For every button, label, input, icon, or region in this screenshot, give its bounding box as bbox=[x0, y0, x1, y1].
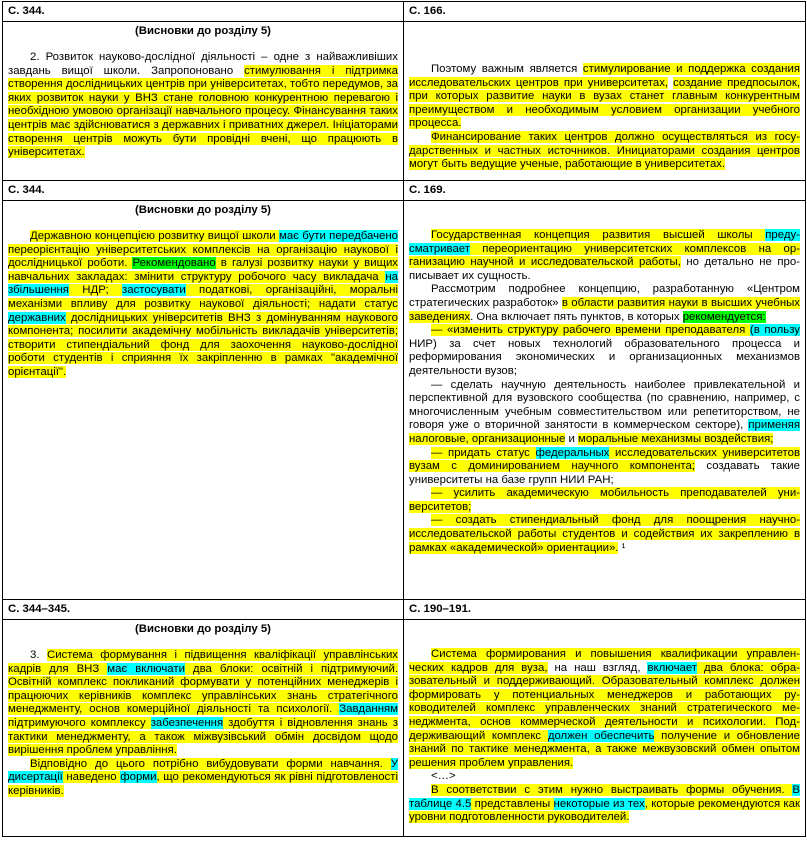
right-cell bbox=[404, 620, 806, 837]
highlight-cyan: В таблице 4.5 bbox=[409, 783, 800, 810]
highlight-yellow: переорієнтацію університетських комплексів на організацію наукової і дослідницької роботи. bbox=[8, 243, 398, 270]
paragraph bbox=[409, 514, 800, 555]
right-cell bbox=[404, 22, 806, 181]
content-row bbox=[3, 22, 806, 181]
highlight-cyan: форми bbox=[120, 771, 157, 784]
content-row bbox=[3, 201, 806, 600]
highlight-cyan: У дисертації bbox=[8, 757, 398, 784]
highlight-yellow: НДР; bbox=[68, 284, 123, 297]
highlight-yellow: стимулювання і підтримка створення дослідницьких центрів при університетах, bbox=[8, 64, 398, 91]
paragraph bbox=[8, 758, 398, 799]
highlight-yellow: наведено bbox=[62, 771, 121, 784]
highlight-green: Рекомендовано bbox=[132, 257, 216, 270]
text-run: Рассмотрим подробнее концепцию, разработанную «Центром стратегических разработок» bbox=[409, 283, 800, 309]
paragraph bbox=[409, 283, 800, 324]
right-page-ref: С. 190–191. bbox=[404, 600, 806, 620]
highlight-yellow: два блока: образовательный и поддерживающий. Образовательный комплекс должен формировать у потенциальных менеджеров и работающих руководителей комплекс управленческих знаний стратегического менеджмента, основ коммерческой деятельности и психологии. Поддерживающий комплекс bbox=[409, 661, 800, 742]
text-run: и bbox=[565, 432, 579, 445]
highlight-yellow: Государственная концепция развития высшей школы bbox=[431, 229, 766, 241]
highlight-green: рекомендуется: bbox=[682, 310, 766, 323]
highlight-yellow: Финансирование таких центров должно осуществляться из государственных и частных источников. Инициаторами создания центров могут быть ведущие ученые, работающие в университетах. bbox=[409, 130, 800, 171]
highlight-yellow: в галузі розвитку науки у вищих навчальних закладах: змінити структуру робочого часу викладача bbox=[8, 257, 398, 283]
section-title: (Висновки до розділу 5) bbox=[135, 204, 271, 216]
highlight-yellow: — придать статус bbox=[431, 446, 536, 459]
right-text bbox=[409, 648, 800, 825]
highlight-yellow: в области развития науки в высших учебных заведениях bbox=[409, 296, 800, 323]
highlight-yellow: — усилить академическую мобильность преподавателей университетов; bbox=[409, 487, 800, 513]
text-run: . Она включает пять пунктов, в которых bbox=[470, 310, 683, 323]
highlight-cyan: включает bbox=[647, 661, 698, 674]
paragraph bbox=[409, 784, 800, 825]
text-run: на наш взгляд, bbox=[547, 661, 648, 674]
highlight-yellow: підтримуючого комплексу bbox=[8, 716, 151, 729]
highlight-yellow: моральные механизмы воздействия; bbox=[578, 432, 774, 445]
highlight-yellow: Система формирования и повышения квалификации управленческих кадров для вуза, bbox=[409, 648, 800, 674]
left-text bbox=[8, 51, 398, 160]
paragraph bbox=[409, 770, 800, 784]
left-page-ref: С. 344–345. bbox=[3, 600, 404, 620]
left-text bbox=[8, 230, 398, 380]
highlight-yellow: В соответствии с этим нужно выстраивать формы обучения. bbox=[431, 783, 793, 796]
highlight-yellow: тобто передумов, за яких розвиток науки у ВНЗ стане головною конкурентною перевагою і необхідною умовою організації навчального процесу. Фінансування таких центрів має здійснюватися з державних і приватних джерел. Ініціаторами створення центрів можуть бути провідні вчені, що працюють в університетах. bbox=[8, 78, 398, 159]
text-run: создавать такие университеты на базе групп НИИ РАН; bbox=[409, 460, 801, 486]
highlight-yellow: представлены bbox=[471, 797, 554, 810]
right-page-ref: С. 169. bbox=[404, 181, 806, 201]
highlight-cyan: на збільшення bbox=[8, 270, 398, 297]
highlight-cyan: применяя bbox=[748, 419, 800, 432]
highlight-yellow: получение и обновление знаний по тактике менеджмента, а также межвузовский обмен опытом решения проблем управления. bbox=[409, 729, 800, 769]
highlight-cyan: предусматривает bbox=[409, 229, 800, 255]
paragraph bbox=[409, 447, 800, 488]
paragraph bbox=[409, 379, 800, 447]
comparison-table bbox=[2, 1, 806, 837]
right-page-ref: С. 166. bbox=[404, 2, 806, 22]
header-row bbox=[3, 181, 806, 201]
highlight-yellow: дослідницьких університетів ВНЗ з домінуванням наукового компонента; посилити академічну мобільність викладачів університетів; створити стипендіальний фонд для заохочення науково-дослідної роботи студентів і сприяння їх закріпленню в рамках "академічної орієнтації". bbox=[8, 311, 398, 378]
header-row bbox=[3, 2, 806, 22]
left-text bbox=[8, 649, 398, 799]
text-run: НИР) за счет новых технологий образовательного процесса и реформирования экономических и организационных механизмов деятельности вузов; bbox=[409, 337, 800, 377]
text-run: 3. bbox=[30, 649, 47, 661]
left-cell bbox=[3, 22, 404, 181]
content-row bbox=[3, 620, 806, 837]
highlight-cyan: федеральных bbox=[535, 446, 610, 459]
highlight-yellow: , которые рекомендуются как уровни подготовленности руководителей. bbox=[409, 797, 800, 824]
highlight-yellow: исследовательских университетов вузам с доминированием научного компонента; bbox=[409, 446, 801, 473]
paragraph bbox=[409, 229, 800, 283]
highlight-yellow: , що рекомендуються як рівні підготовленості керівників. bbox=[8, 771, 398, 797]
highlight-yellow: Відповідно до цього потрібно вибудовувати форми навчання. bbox=[30, 757, 391, 770]
text-run: ¹ bbox=[618, 541, 626, 554]
paragraph bbox=[409, 324, 800, 378]
section-title: (Висновки до розділу 5) bbox=[135, 25, 271, 37]
highlight-yellow: переориентацию университетских комплексов на организацию научной и исследовательской работы, bbox=[409, 242, 800, 269]
paragraph bbox=[409, 131, 800, 172]
left-cell bbox=[3, 620, 404, 837]
highlight-cyan: некоторые из тех bbox=[553, 797, 645, 810]
highlight-yellow: два блоки: освітній і підтримуючий. Освітній комплекс покликаний формувати у потенційних менеджерів і працюючих керівників комплекс управлінських знань стратегічного менеджменту, основ комерційної діяльності та психології. bbox=[8, 662, 398, 716]
highlight-cyan: державних bbox=[8, 311, 66, 324]
paragraph bbox=[8, 230, 398, 380]
left-cell bbox=[3, 201, 404, 600]
highlight-yellow: стимулирование и поддержка создания исследовательских центров при университетах, bbox=[409, 63, 800, 89]
header-row bbox=[3, 600, 806, 620]
text-run: <…> bbox=[431, 770, 456, 783]
paragraph bbox=[8, 51, 398, 160]
highlight-yellow: — создать стипендиальный фонд для поощрения научно-исследовательской работы студентов и содействия их закреплению в рамках «академической» ориентации». bbox=[409, 514, 800, 554]
highlight-yellow: создание предпосылок, при которых развитие науки в вузах станет главным конкурентным преимуществом и необходимым условием организации учебного процесса. bbox=[409, 76, 800, 130]
highlight-yellow: Державною концепцією розвитку вищої школи bbox=[30, 230, 279, 242]
right-text bbox=[409, 63, 800, 172]
highlight-cyan: должен обеспечить bbox=[547, 729, 655, 742]
highlight-yellow: — «изменить структуру рабочего времени преподавателя bbox=[431, 324, 750, 337]
highlight-cyan: забезпечення bbox=[150, 716, 224, 729]
text-run: но детально не прописывает их сущность. bbox=[409, 256, 800, 282]
highlight-yellow: здобуття і відновлення знань з тактики менеджменту, а також міжвузівський обмін досвідом щодо вирішення проблем управління. bbox=[8, 716, 398, 757]
paragraph bbox=[409, 648, 800, 770]
paragraph bbox=[409, 63, 800, 131]
highlight-yellow: налоговые, организационные bbox=[409, 432, 566, 445]
highlight-yellow: податкові, організаційні, моральні механізми впливу для розвитку наукової діяльності; надати статус bbox=[8, 284, 398, 310]
section-title: (Висновки до розділу 5) bbox=[135, 623, 271, 635]
text-run: Поэтому важным является bbox=[431, 63, 583, 75]
highlight-cyan: Завданням bbox=[339, 703, 398, 716]
highlight-cyan: (в пользу bbox=[749, 324, 800, 337]
paragraph bbox=[409, 487, 800, 514]
highlight-cyan: має бути передбачено bbox=[278, 230, 398, 242]
left-page-ref: С. 344. bbox=[3, 2, 404, 22]
text-run: — сделать научную деятельность наиболее привлекательной и перспективной для вузовского сообщества (по сравнению, например, с многочисленным учебным совместительством или репетиторством, не говоря уже о вторичной занятости в коммерческом секторе), bbox=[409, 378, 800, 432]
right-text bbox=[409, 229, 800, 555]
left-page-ref: С. 344. bbox=[3, 181, 404, 201]
text-run: 2. Розвиток науково-дослідної діяльності – одне з найважливіших завдань вищої школи. Запропоновано bbox=[8, 51, 398, 77]
highlight-cyan: застосувати bbox=[122, 284, 186, 297]
right-cell bbox=[404, 201, 806, 600]
highlight-yellow: Система формування і підвищення кваліфікації управлінських кадрів для ВНЗ bbox=[8, 649, 399, 675]
highlight-cyan: має включати bbox=[107, 662, 185, 675]
paragraph bbox=[8, 649, 398, 758]
